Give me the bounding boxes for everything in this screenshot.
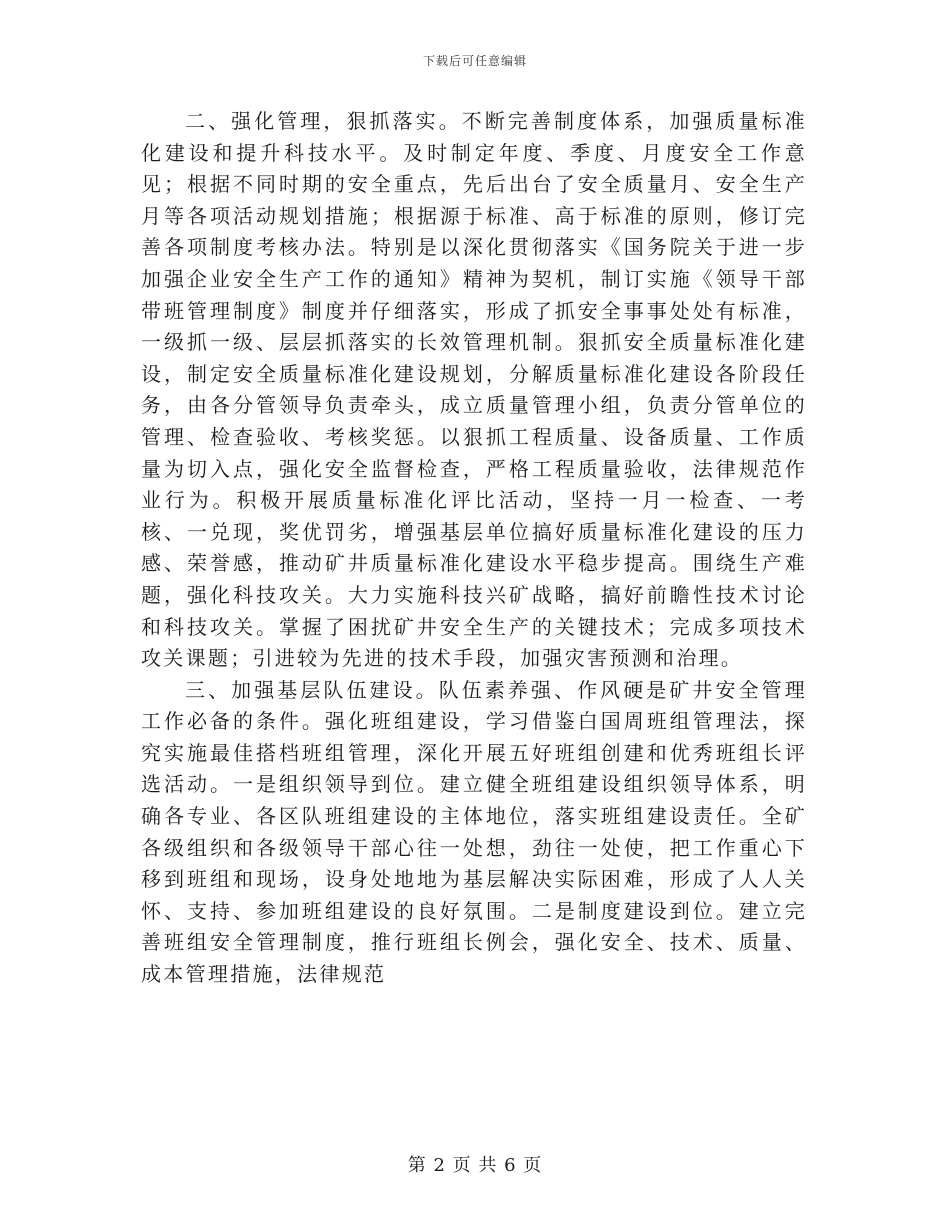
page-number-footer: 第 2 页 共 6 页 (407, 1155, 543, 1176)
paragraph-management: 二、强化管理，狠抓落实。不断完善制度体系，加强质量标准化建设和提升科技水平。及时制定年度、季度、月度安全工作意见；根据不同时期的安全重点，先后出台了安全质量月、安全生产月等各项活动规划措施；根据源于标准、高于标准的原则，修订完善各项制度考核办法。特别是以深化贯彻落实《国务院关于进一步加强企业安全生产工作的通知》精神为契机，制订实施《领导干部带班管理制度》制度并仔细落实，形成了抓安全事事处处有标准，一级抓一级、层层抓落实的长效管理机制。狠抓安全质量标准化建设，制定安全质量标准化建设规划，分解质量标准化建设各阶段任务，由各分管领导负责牵头，成立质量管理小组，负责分管单位的管理、检查验收、考核奖惩。以狠抓工程质量、设备质量、工作质量为切入点，强化安全监督检查，严格工程质量验收，法律规范作业行为。积极开展质量标准化评比活动，坚持一月一检查、一考核、一兑现，奖优罚劣，增强基层单位搞好质量标准化建设的压力感、荣誉感，推动矿井质量标准化建设水平稳步提高。围绕生产难题，强化科技攻关。大力实施科技兴矿战略，搞好前瞻性技术讨论和科技攻关。掌握了困扰矿井安全生产的关键技术；完成多项技术攻关课题；引进较为先进的技术手段，加强灾害预测和治理。 (141, 109, 807, 671)
page-header: 下载后可任意编辑 (422, 54, 527, 68)
paragraph-team-building: 三、加强基层队伍建设。队伍素养强、作风硬是矿井安全管理工作必备的条件。强化班组建设，学习借鉴白国周班组管理法，探究实施最佳搭档班组管理，深化开展五好班组创建和优秀班组长评选活动。一是组织领导到位。建立健全班组建设组织领导体系，明确各专业、各区队班组建设的主体地位，落实班组建设责任。全矿各级组织和各级领导干部心往一处想，劲往一处使，把工作重心下移到班组和现场，设身处地地为基层解决实际困难，形成了人人关怀、支持、参加班组建设的良好氛围。二是制度建设到位。建立完善班组安全管理制度，推行班组长例会，强化安全、技术、质量、成本管理措施，法律规范 (141, 677, 807, 987)
document-body (141, 106, 807, 991)
